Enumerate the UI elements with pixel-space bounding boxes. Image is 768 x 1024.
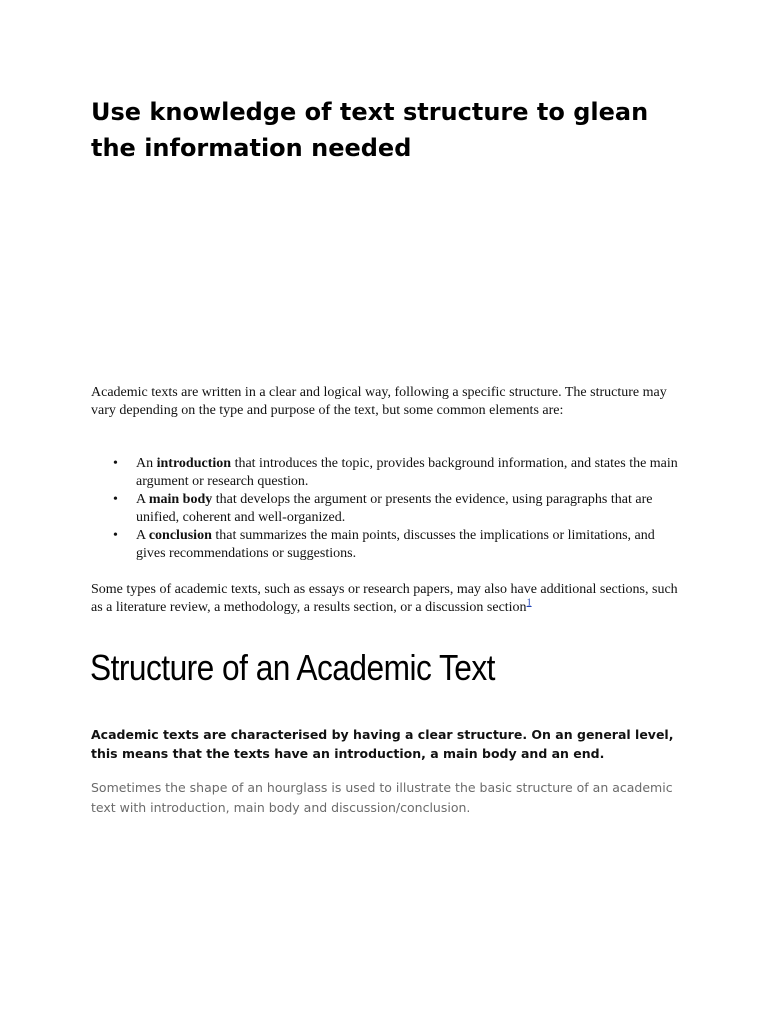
list-item-description: that summarizes the main points, discusses the implications or limitations, and gives recommendations or suggestions. — [136, 528, 655, 561]
section-heading: Structure of an Academic Text — [90, 647, 495, 688]
additional-sections-text: Some types of academic texts, such as essays or research papers, may also have additional sections, such as a literature review, a methodology, a results section, or a discussion section — [91, 582, 678, 615]
list-item-term: main body — [148, 492, 213, 507]
page-title — [91, 94, 691, 166]
list-item-prefix: An — [136, 456, 157, 471]
list-item-term: conclusion — [148, 528, 212, 543]
bullet-icon: • — [113, 528, 118, 543]
list-item-main-body — [91, 491, 681, 527]
section-body-paragraph: Sometimes the shape of an hourglass is used to illustrate the basic structure of an academic text with introduction, main body and discussion/conclusion. — [91, 780, 673, 815]
list-item-introduction — [91, 455, 681, 491]
footnote-link[interactable]: 1 — [526, 597, 532, 609]
bullet-icon: • — [113, 456, 118, 471]
list-item-prefix: A — [136, 492, 149, 507]
list-item-conclusion — [91, 527, 681, 563]
page-title-line-2: the information needed — [91, 134, 412, 162]
list-item-prefix: A — [136, 528, 149, 543]
list-item-term: introduction — [156, 456, 232, 471]
section-lead-paragraph: Academic texts are characterised by having a clear structure. On an general level, this means that the texts have an introduction, a main body and an end. — [91, 727, 674, 761]
bullet-icon: • — [113, 492, 118, 507]
intro-paragraph: Academic texts are written in a clear and logical way, following a specific structure. The structure may vary depending on the type and purpose of the text, but some common elements are: — [91, 385, 667, 418]
additional-sections-paragraph — [91, 581, 681, 617]
structure-elements-list — [91, 455, 681, 563]
page-title-line-1: Use knowledge of text structure to glean — [91, 98, 649, 126]
list-item-description: that develops the argument or presents the evidence, using paragraphs that are unified, coherent and well-organized. — [136, 492, 653, 525]
list-item-description: that introduces the topic, provides background information, and states the main argument or research question. — [136, 456, 678, 489]
